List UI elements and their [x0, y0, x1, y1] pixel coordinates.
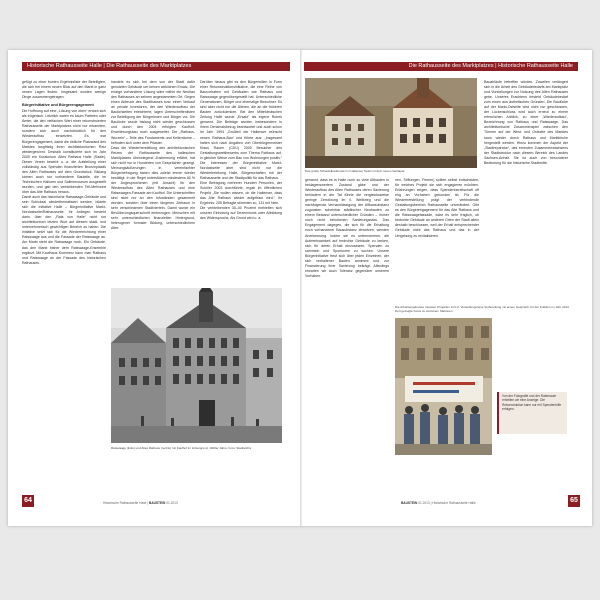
citizens-event-photo [395, 318, 492, 455]
body-paragraph: gefügt zu einer bunten Ergebnisliste der Beteiligten, die sich bei einem neuen Blick auf den Markt in ganz neuen Lagen finden. Insgesamt wurden wenige Dinge zusammengetragen. [22, 80, 106, 100]
town-hall-model-photo [305, 78, 477, 168]
left-column-2 [111, 80, 195, 280]
left-page-header: Historische Rathausseite Halle | Die Rathausseite des Marktplatzes [22, 62, 290, 71]
right-top-caption: Das große Schaufelbaufenster im Hallenser Spiel mit dem neuen Gebäude [305, 169, 405, 173]
left-page [8, 50, 299, 526]
town-hall-model-illustration [305, 78, 477, 168]
right-page-footer: BAUSTEIN 01.2013 | Historische Rathausseite Halle [401, 501, 476, 505]
right-photo2-caption: Die Arbeitsergebnisse mussten Projekten zum II. Vorstellungsreise Vorbereitung mit einem Gespräch mit der Fraktion im Jahr 2013. Dort gezeigte Fotos zu einzelnen Stationen. [395, 305, 570, 313]
info-box: Von der Fotografie und der Ratsmauer erhielten wir eine Anzeige. Die Rekonstruktion kann nur mit Spendenhilfe erfolgen. [497, 392, 567, 434]
body-paragraph: Eine Befragung mehrerer Hundert Personen, der Schüler 2003 durchführte, ergab im öffentlichen Projekt „Sie wollen wissen, ob die Hallenser, dass das Alte Rathaus wieder aufgebaut wird.“ Ihr Ergebnis: 205 Befragte stimmten zu, 131 mit Nein. [200, 180, 282, 206]
body-paragraph: Die verbleibenden 30–40 Prozent enthielten sich unserer Einholung auf Dezenniums oder Abbildung des Widerspruchs. Als Grund wird u. a. [200, 206, 282, 221]
body-paragraph: genannt, dass es in Halle noch so viele Altbauten in beklagenswertem Zustand gäbe und der Wiederaufbau des Alten Rathauses deren Sanierung behindern in der Tat führte die vergleichsweise geringe Zerstörung im II. Weltkrieg und die nachfolgende Vernachlässigung der Altbausubstanz zugunsten scheinbar städtischer Neubauten zu einem Bestand unterschiedlicher Gründen – immer noch nicht behobenen Sanierungsstau. Das Engagement dagegen, die sich für die Erhaltung noch vorhandener Bausubstanz einsetzen, wenden Anerkennung. Indem sie es unternommen, die Aufmerksamkeit auf bedrohte Gebäude zu lenken, sich für deren Erhalt einzusetzen, Spenden zu sammeln und Sponsoren zu suchen. Unsere Bürgerinitiative freut sich über jeden Einzelnen, der sich verhaltener Bauten annimmt und zur Finanzierung ihrer Sanierung beiträgt. Allerdings erwarten wir auch Toleranz gegenüber unserem Vorhaben. [305, 178, 389, 278]
body-paragraph: Damit auch das historische Ratswaage-Gebäude und sein Schicksal wiederthematisiert werden, bildete sich die Initiative Halle – Bürgerinitiative Markt-Nordostseite/Rathausseite. Ihr Anliegen besteht darin, über den „Rats von Halle“ nicht nur architektonisch letzten Wort auf diesem stadt- und unternehmerisch gewichtigen Bereich zu haben. Die Initiative setzt sich für die Wiedererrichtung einer Ratswaage aus und die Fassade der Ratswaage an. Am Markt steht die Ratswaage noch. Ein Gebäude, das den Markt bisher dem Ratswaage-Ensemble ergänzt. Mit Kaufhaus Kommerz kann man Rathaus und Ratswaage an der Fassade des historischen Rathauses. [22, 195, 106, 265]
body-paragraph: Darüber hinaus gibt es den Bürgerwillen in Form einer Rekonstruktionsinitiative, die eine Reihe von Bauvorhaben mit Gebäuden wie Rathaus und Ratswaage gegenübergestellt hat. Unterschiedliche Generationen, Bürger und ehemalige Bewohner. Es sind aber nicht nur die Älteren, die an die früheren Bauten zurückdenken. Bei den Mitteldeutschen Zeitung Halle wurde „Ersatz“ als eigene Rubrik genannt. Die Beiträge wurden insbesondere in ihrem Denkmalsbezug beantwortet und auch schon im Jahr 1994 „Großteil der Hallenser wünscht neuen Rathaus-Bau“ und führte aus: „Insgesamt halten sich nach Angaben von Oberbürgermeister Klaus Rauen (CDU) 2000 Besucher des Gestaltungswettbewerbs zum Thema Rathaus auf, in gleicher Weise zum Bau von Wohnungen positiv.“ Die Interessen der Bürgerinitiative Markt-Nordostseite aber sind nicht nur die Wiederbelebung Halle, Bürgerschaften mit der Rathausseite und der Stadtpolitik für das Rathaus. [200, 80, 282, 180]
magazine-spread [8, 50, 592, 526]
right-page-number: 65 [568, 495, 580, 507]
left-photo-caption: Ratswaage (links) und Altes Rathaus (rechts) mit Kaufhof im Hintergrund, 1920er Jahre, Foto: Stadtarchiv [111, 446, 252, 450]
old-town-hall-photo [111, 288, 282, 443]
body-paragraph: nen, Stiftungen, Firmen) sollten selbst entscheiden, für welches Projekt sie sich engagieren möchten. Erfahrungen zeigen, dass Spendenbereitschaft oft eng an Vorhaben gebunden ist. Für die Wiederherstellung prägt der verbindende Gestaltungsbereich Rathausseite unverändert. Gibt es den Bürgerengagement für das Alte Rathaus und die Ratswaagefassade, wäre es sehr fraglich, ob bedrohte Gebäude an anderen Orten der Stadt allein deshalb beschlossen, weil der Erhalt entsprechender Gebäude nicht das Rathaus und das in der Umgebung zu revitalisieren. [395, 178, 479, 238]
right-footer-brand: BAUSTEIN [401, 501, 418, 505]
left-page-number: 64 [22, 495, 34, 507]
left-page-footer: Historische Rathausseite Halle | BAUSTEIN 01.2013 [103, 501, 178, 505]
right-footer-issue: 01.2013 [418, 501, 430, 505]
body-paragraph: Dass die Wiederherstellung des architektonischen Reizes der Rathausseite des halleschen Marktplatzes überwiegend Zustimmung erfährt, hat sich nicht nur in Hunderten von Gesprächen gezeigt. Meinungsäußerungen in vereinfachter Bürgerbefragung haben dies zuletzt immer wieder bestätigt. In der Regel unterstützen mindestens 60 % der Angesprochenen (mit Ansicht) für den Wiederaufbau des Alten Rathauses und eine Ratswaagen-Fassade am Kaufhof. Die Unterschriften sind nicht nur an den Infoständen gesammelt worden, sondern über einen längeren Zeitraum in sehr verschiedenen Stadtvierteln. Damit wurde ein Bevölkerungsquerschnitt einbezogen: Menschen mit sehr unterschiedlichen finanziellen Hintergrund, heterogener formaler Bildung, unterschiedlichem Alter. [111, 145, 195, 231]
right-footer-text: Historische Rathausseite Halle [432, 501, 476, 505]
left-footer-text: Historische Rathausseite Halle [103, 501, 147, 505]
section-heading: Bürgerinitiative und Bürgerengagement [22, 103, 94, 108]
left-footer-issue: 01.2013 [166, 501, 178, 505]
right-page-header: Die Rathausseite des Marktplatzes | Historische Rathausseite Halle [304, 62, 578, 71]
body-paragraph: Die Hoffnung auf eine „Lösung von oben“ erwies sich als trügerisch. Letztlich waren es kaum Parteien oder Ämter, die den vielfachen Wert einer rekonstruierten Rathausseite der Marktplatzes nicht nur erkannten, sondern sich auch nachdrücklich für den Wiederaufbau einsetzten. Es war Bürgerengagement, damit die östliche Platzwand des Marktes langfristig ihren architektonischen Reiz wiedergewinnt. Deshalb konstituierte sich im Jahr 2000 ein Kuratorium Altes Rathaus Halle (Saale). Dieser Verein bewirbt u. a. die Aufstellung einer vollständig aus Spenden finanzierten Bronzeplastik des Alten Rathauses auf dem Grundstück. Bislang kamen auch nur vorhandene Bauteile, die im Technischen Halloren und Salinemuseum ausgestellt wurden, und gab den verbleibenden Teil-Mehrwert über das Alte Rathaus heraus. [22, 109, 106, 194]
right-column-c [484, 80, 568, 300]
body-paragraph: handele es sich bei dem von der Stadt dafür genutzten Gebäude um keinen wirklichen Ersatz. Die einzige vorhandene Lösung wäre mithin ein Neubau des Rathauses an seinem angestammten Ort. Gegen einen Abbruch des Stadthauses bzw. einen Verkauf an private Investoren, der den Wiederaufbau der Baulichkeiten erleichterte, lagen Unterschriftenlisten zur Beteiligung der Bürgerinnen und Bürger vor. Die Baulücke wurde bislang nicht wieder geschlossen und durch den 2004 erfolgten Kaufhof-Erweiterungsbau noch ausgeweitet. Die „Rathaus-Wurzeln“ – Teile des Fundaments und Kellerräume – befinden sich unter dem Pflaster. [111, 80, 195, 145]
left-column-1 [22, 80, 106, 485]
left-column-3 [200, 80, 282, 280]
right-column-a [305, 178, 389, 358]
citizens-event-illustration [395, 318, 492, 455]
old-town-hall-illustration [111, 288, 282, 443]
body-paragraph: Bauabläufe betreffen würden. Zuweilen verlängert sich in die Arbeit des Gebäudebedarfs am Marktplatz und Vorstellungen zur Nutzung des Alten Rathauses gebe. Unseres Erachtens besteht Gebäudebedarf zum einen aus ästhetischen Gründen: Die Baulücke auf der Markt-Ostseite wird nicht nur geschlossen, der Lückenschluss wird auch erneut zu einem erfreulichen Anblick, zu einer „Wiederaufbau“-Bezeichnung von Rathaus und Ratswaage. Das architektonische Zusammenspiel zwischen den Türmen auf der West- und Ostseite des Marktes kann wieder durch Rathaus und Marktkirche hergestellt werden. Hinzu kommen der Aspekt der „Stadtreparatur“, des erneuten Zusammenwachsens der Stadtstruktur nach diesem Bereich des Landes Sachsen-Anhalt. Sie ist auch von besonderer Bedeutung für die historische Stadtmitte. [484, 80, 568, 165]
right-page [301, 50, 592, 526]
left-footer-brand: BAUSTEIN [149, 501, 166, 505]
